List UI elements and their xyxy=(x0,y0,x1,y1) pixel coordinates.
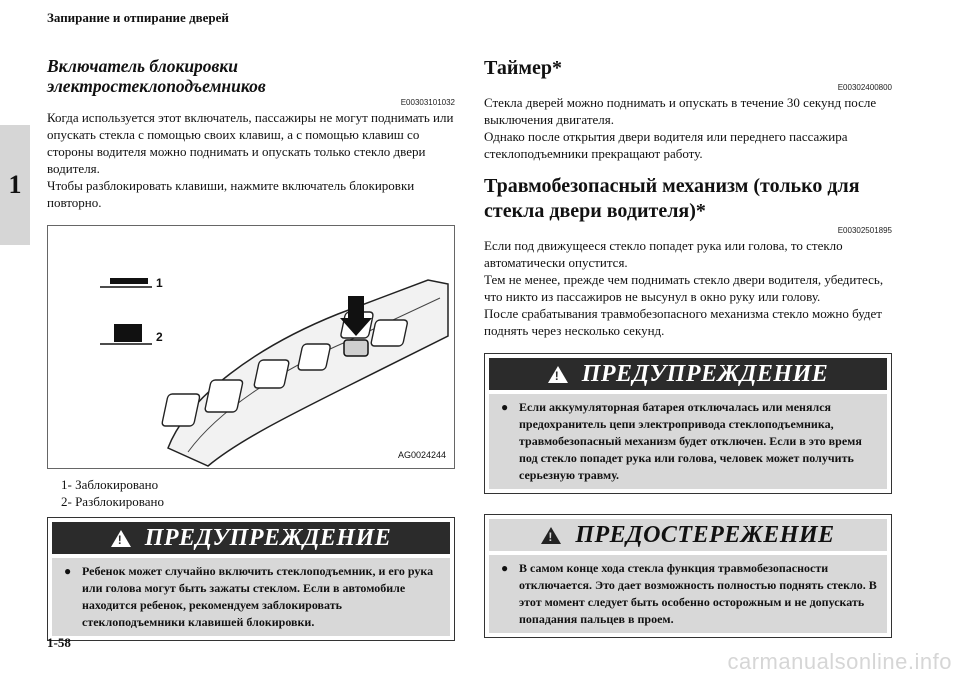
bullet-icon: ● xyxy=(64,564,72,578)
bullet-icon: ● xyxy=(501,561,509,575)
warning-box-child xyxy=(47,517,455,641)
chapter-tab: 1 xyxy=(0,125,30,245)
section-title-lock-switch: Включатель блокировки электростеклоподъемников xyxy=(47,56,266,96)
warning-banner xyxy=(52,522,450,554)
warning-body-text: Ребенок может случайно включить стеклоподъемник, и его рука или голова могут быть зажаты стеклом. Если в автомобиле находится ребенок, рекомендуем заблокировать стеклоподъемники клавишей блокировки. xyxy=(82,564,434,629)
running-head: Запирание и отпирание дверей xyxy=(47,10,229,25)
warning-triangle-icon xyxy=(548,366,568,383)
paragraph: Тем не менее, прежде чем поднимать стекло двери водителя, убедитесь, что никто из пассажиров не высунул в окно руку или голову. xyxy=(484,272,884,304)
section-code: E00303101032 xyxy=(400,98,455,107)
figure-legend xyxy=(47,476,455,510)
caution-text xyxy=(489,555,887,633)
figure-label-1: 1 xyxy=(156,276,163,290)
paragraph: Когда используется этот включатель, пассажиры не могут поднимать или опускать стекла с помощью своих клавиш, а с помощью клавиш со стороны водителя можно поднимать и опускать только стекло двери водителя. xyxy=(47,110,454,176)
legend-item-locked: 1- Заблокировано xyxy=(61,477,159,492)
warning-triangle-icon xyxy=(111,530,131,547)
bullet-icon: ● xyxy=(501,400,509,414)
section-code: E00302501895 xyxy=(837,226,892,235)
caution-banner-label: ПРЕДОСТЕРЕЖЕНИЕ xyxy=(575,521,835,548)
caution-banner xyxy=(489,519,887,551)
paragraph: Чтобы разблокировать клавиши, нажмите включатель блокировки повторно. xyxy=(47,178,415,210)
page-number: 1-58 xyxy=(47,635,71,650)
warning-text xyxy=(489,394,887,489)
warning-body-text: Если аккумуляторная батарея отключалась или менялся предохранитель цепи электропривода стеклоподъемника, травмобезопасный механизм будет отключен. Если в это время под стекло попадет рука или голова, человек может получить серьезную травму. xyxy=(519,400,862,482)
paragraph: Если под движущееся стекло попадет рука или голова, то стекло автоматически опустится. xyxy=(484,238,843,270)
watermark: carmanualsonline.info xyxy=(727,649,952,674)
left-column xyxy=(47,56,455,641)
warning-banner-label: ПРЕДУПРЕЖДЕНИЕ xyxy=(581,360,829,387)
legend-item-unlocked: 2- Разблокировано xyxy=(61,494,164,509)
lock-button-icon xyxy=(344,340,368,356)
paragraph: Стекла дверей можно поднимать и опускать в течение 30 секунд после выключения двигателя. xyxy=(484,95,877,127)
section-title-anti-pinch: Травмобезопасный механизм (только для стекла двери водителя)* xyxy=(484,175,860,222)
section-code: E00302400800 xyxy=(837,83,892,92)
paragraph: После срабатывания травмобезопасного механизма стекло можно будет поднять через несколько секунд. xyxy=(484,306,882,338)
caution-triangle-icon xyxy=(541,527,561,544)
window-switch-illustration xyxy=(48,226,454,468)
window-switch-figure xyxy=(47,225,455,469)
section-title-timer: Таймер* xyxy=(484,57,562,79)
warning-banner xyxy=(489,358,887,390)
caution-body-text: В самом конце хода стекла функция травмобезопасности отключается. Это дает возможность полностью поднять стекло. В этот момент следует быть особенно осторожным и не допускать попадания пальцев в проем. xyxy=(519,561,877,626)
warning-box-battery xyxy=(484,353,892,494)
right-column xyxy=(484,56,892,638)
figure-id: AG0024244 xyxy=(397,450,446,460)
unlocked-symbol-icon xyxy=(114,324,142,342)
warning-banner-label: ПРЕДУПРЕЖДЕНИЕ xyxy=(144,524,392,551)
paragraph: Однако после открытия двери водителя или переднего пассажира стеклоподъемники прекращают работу. xyxy=(484,129,848,161)
figure-label-2: 2 xyxy=(156,330,163,344)
caution-box xyxy=(484,514,892,638)
warning-text xyxy=(52,558,450,636)
locked-symbol-icon xyxy=(110,278,148,284)
